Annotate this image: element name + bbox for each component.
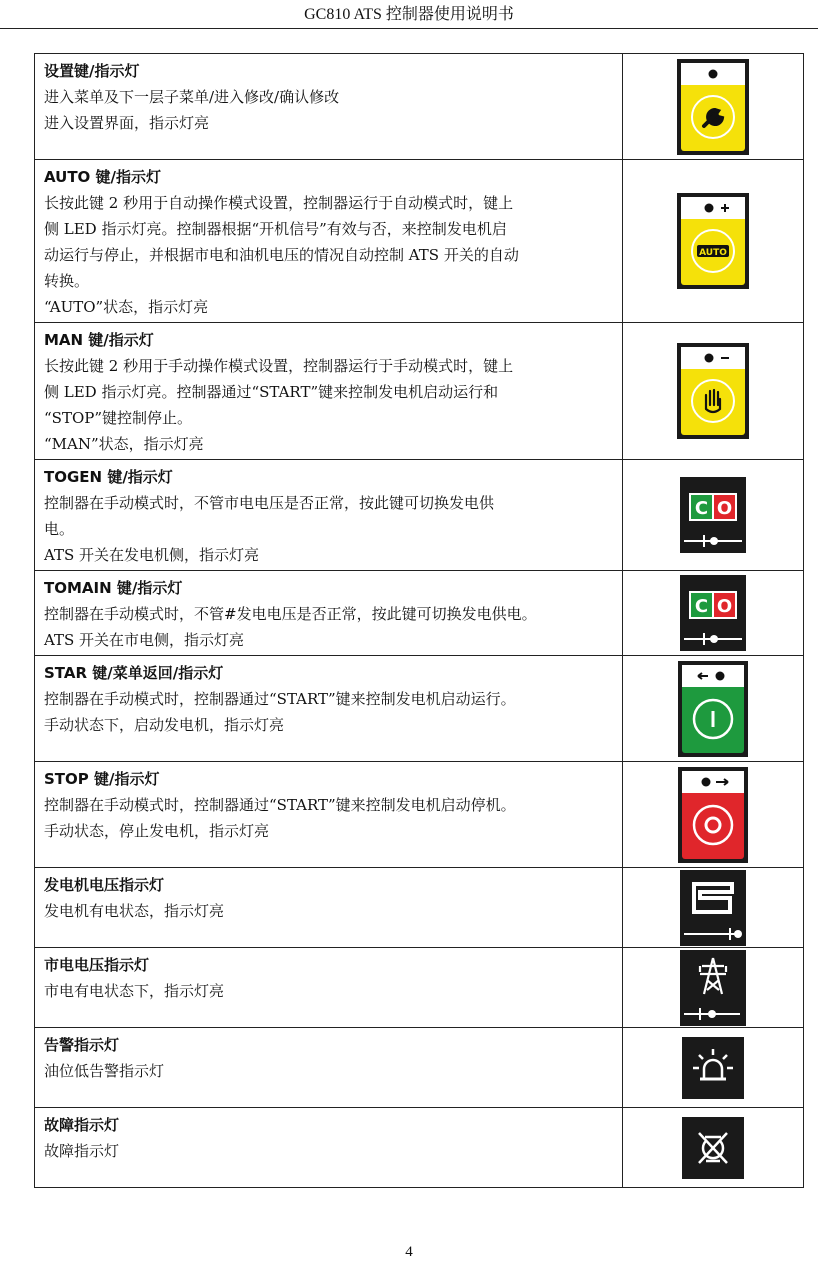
icon-cell	[623, 323, 804, 460]
row-line: 控制器在手动模式时，不管#发电电压是否正常，按此键可切换发电供电。	[44, 605, 537, 623]
table-row	[35, 948, 804, 1028]
open-label: O	[716, 596, 733, 617]
auto-label: AUTO	[699, 248, 727, 258]
row-title: TOMAIN 键/指示灯	[44, 579, 183, 597]
row-line: 市电有电状态下，指示灯亮	[44, 982, 225, 1000]
row-line: 发电机有电状态，指示灯亮	[44, 902, 225, 920]
table-row	[35, 571, 804, 656]
row-line: “STOP”键控制停止。	[44, 409, 193, 427]
row-line: 故障指示灯	[44, 1142, 120, 1160]
row-line: 长按此键 2 秒用于自动操作模式设置，控制器运行于自动模式时，键上	[44, 194, 514, 212]
icon-cell	[623, 1028, 804, 1108]
description-cell	[35, 948, 623, 1028]
icon-cell	[623, 868, 804, 948]
close-label: C	[694, 498, 709, 519]
row-title: 故障指示灯	[44, 1116, 120, 1134]
fault-lamp-icon	[682, 1117, 744, 1179]
table-row	[35, 160, 804, 323]
row-title: TOGEN 键/指示灯	[44, 468, 173, 486]
row-line: 控制器在手动模式时，不管市电电压是否正常，按此键可切换发电供	[44, 494, 495, 512]
row-line: 侧 LED 指示灯亮。控制器根据“开机信号”有效与否，来控制发电机启	[44, 220, 507, 238]
alarm-lamp-icon	[682, 1037, 744, 1099]
page-header	[0, 0, 818, 29]
row-line: 侧 LED 指示灯亮。控制器通过“START”键来控制发电机启动运行和	[44, 383, 499, 401]
row-line: 控制器在手动模式时，控制器通过“START”键来控制发电机启动运行。	[44, 690, 516, 708]
description-cell	[35, 571, 623, 656]
icon-cell	[623, 460, 804, 571]
row-line: 进入设置界面，指示灯亮	[44, 114, 210, 132]
description-cell	[35, 54, 623, 160]
row-line: 电。	[44, 520, 75, 538]
description-cell	[35, 460, 623, 571]
description-cell	[35, 762, 623, 868]
table-row	[35, 460, 804, 571]
description-cell	[35, 868, 623, 948]
description-cell	[35, 656, 623, 762]
icon-cell	[623, 1108, 804, 1188]
icon-cell	[623, 160, 804, 323]
page-number: 4	[405, 1244, 413, 1260]
page-footer	[0, 1244, 818, 1261]
row-title: STAR 键/菜单返回/指示灯	[44, 664, 224, 682]
row-title: AUTO 键/指示灯	[44, 168, 162, 186]
row-line: ATS 开关在市电侧，指示灯亮	[44, 631, 245, 649]
row-title: 设置键/指示灯	[44, 62, 140, 80]
description-cell	[35, 1028, 623, 1108]
wrench-key-icon	[677, 59, 749, 155]
auto-key-icon	[677, 193, 749, 289]
row-line: 油位低告警指示灯	[44, 1062, 165, 1080]
table-row	[35, 868, 804, 948]
generator-icon	[680, 870, 746, 946]
row-line: 转换。	[44, 272, 90, 290]
table-row	[35, 1108, 804, 1188]
row-title: STOP 键/指示灯	[44, 770, 160, 788]
icon-cell	[623, 762, 804, 868]
icon-cell	[623, 948, 804, 1028]
icon-cell	[623, 656, 804, 762]
row-title: 告警指示灯	[44, 1036, 120, 1054]
table-row	[35, 323, 804, 460]
row-title: 发电机电压指示灯	[44, 876, 165, 894]
row-line: ATS 开关在发电机侧，指示灯亮	[44, 546, 260, 564]
icon-cell	[623, 571, 804, 656]
row-title: MAN 键/指示灯	[44, 331, 154, 349]
start-key-icon	[678, 661, 748, 757]
header-title: GC810 ATS 控制器使用说明书	[304, 6, 514, 23]
row-line: 手动状态下，启动发电机，指示灯亮	[44, 716, 285, 734]
close-open-key-icon	[680, 477, 746, 553]
key-table	[34, 53, 804, 1188]
row-line: 控制器在手动模式时，控制器通过“START”键来控制发电机启动停机。	[44, 796, 516, 814]
close-label: C	[694, 596, 709, 617]
row-line: 进入菜单及下一层子菜单/进入修改/确认修改	[44, 88, 340, 106]
row-line: “AUTO”状态，指示灯亮	[44, 298, 209, 316]
table-row	[35, 762, 804, 868]
table-row	[35, 656, 804, 762]
stop-key-icon	[678, 767, 748, 863]
description-cell	[35, 1108, 623, 1188]
hand-key-icon	[677, 343, 749, 439]
pylon-icon	[680, 950, 746, 1026]
row-line: 长按此键 2 秒用于手动操作模式设置，控制器运行于手动模式时，键上	[44, 357, 514, 375]
description-cell	[35, 323, 623, 460]
close-open-key-icon	[680, 575, 746, 651]
row-line: 手动状态，停止发电机，指示灯亮	[44, 822, 270, 840]
description-cell	[35, 160, 623, 323]
row-line: 动运行与停止，并根据市电和油机电压的情况自动控制 ATS 开关的自动	[44, 246, 519, 264]
row-line: “MAN”状态，指示灯亮	[44, 435, 204, 453]
open-label: O	[716, 498, 733, 519]
table-row	[35, 54, 804, 160]
table-row	[35, 1028, 804, 1108]
icon-cell	[623, 54, 804, 160]
row-title: 市电电压指示灯	[44, 956, 150, 974]
